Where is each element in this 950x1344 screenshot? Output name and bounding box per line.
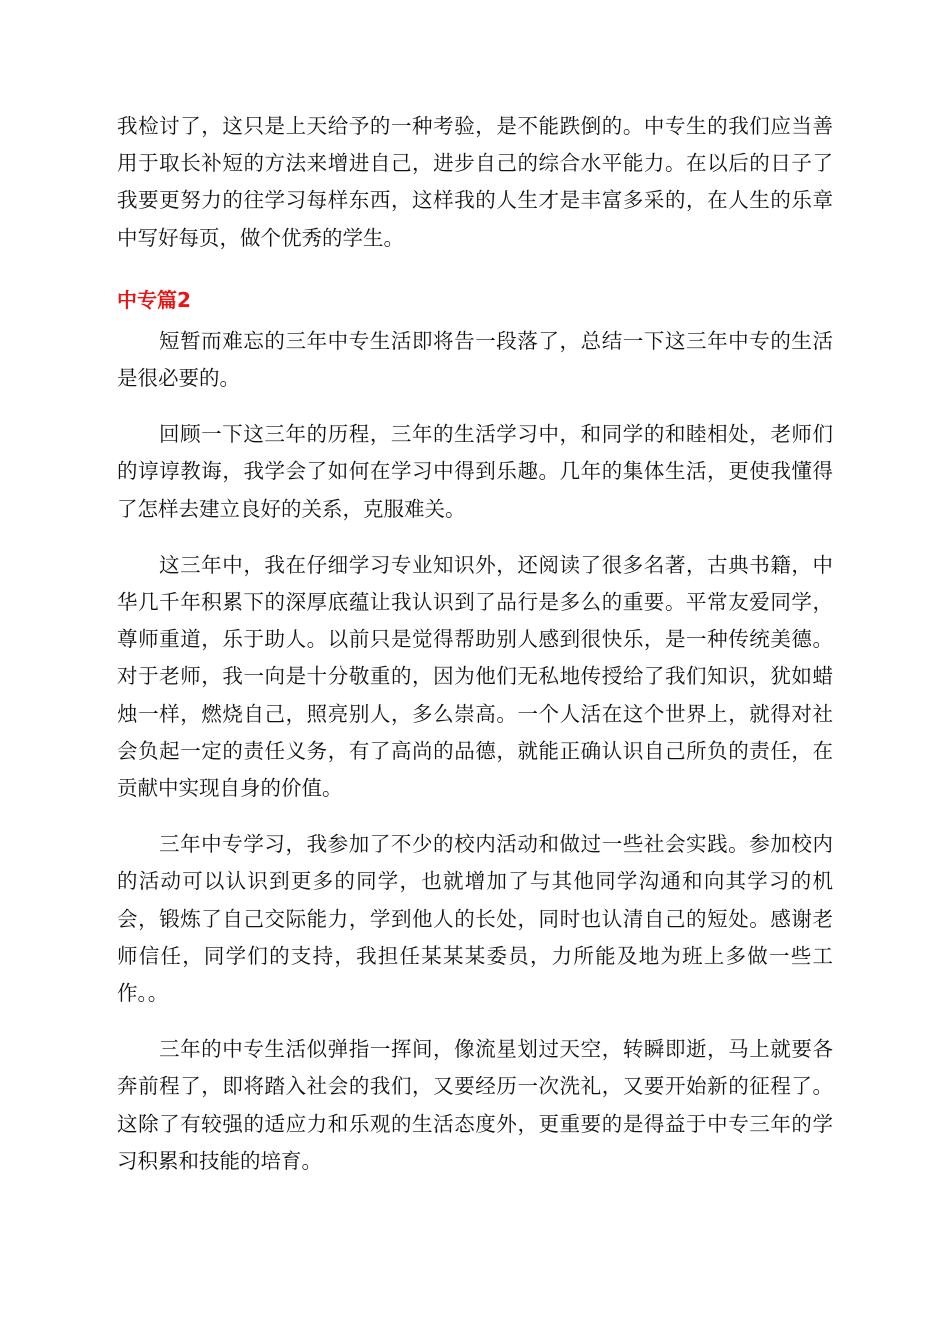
paragraph-2: 回顾一下这三年的历程，三年的生活学习中，和同学的和睦相处，老师们的谆谆教诲，我学会了如何在学习中得到乐趣。几年的集体生活，更使我懂得了怎样去建立良好的关系，克服难关。	[117, 422, 833, 521]
paragraph-3: 这三年中，我在仔细学习专业知识外，还阅读了很多名著，古典书籍，中华几千年积累下的深厚底蕴让我认识到了品行是多么的重要。平常友爱同学，尊师重道，乐于助人。以前只是觉得帮助别人感到很快乐，是一种传统美德。对于老师，我一向是十分敬重的，因为他们无私地传授给了我们知识，犹如蜡烛一样，燃烧自己，照亮别人，多么崇高。一个人活在这个世界上，就得对社会负起一定的责任义务，有了高尚的品德，就能正确认识自己所负的责任，在贡献中实现自身的价值。	[117, 552, 833, 801]
document-page	[117, 108, 833, 1180]
paragraph-1: 短暂而难忘的三年中专生活即将告一段落了，总结一下这三年中专的生活是很必要的。	[117, 328, 833, 391]
paragraph-5: 三年的中专生活似弹指一挥间，像流星划过天空，转瞬即逝，马上就要各奔前程了，即将踏入社会的我们，又要经历一次洗礼，又要开始新的征程了。这除了有较强的适应力和乐观的生活态度外，更重要的是得益于中专三年的学习积累和技能的培育。	[117, 1037, 833, 1173]
intro-paragraph: 我检讨了，这只是上天给予的一种考验，是不能跌倒的。中专生的我们应当善用于取长补短的方法来增进自己，进步自己的综合水平能力。在以后的日子了我要更努力的往学习每样东西，这样我的人生才是丰富多采的，在人生的乐章中写好每页，做个优秀的学生。	[117, 114, 833, 250]
section-heading: 中专篇2	[117, 287, 191, 312]
paragraph-4: 三年中专学习，我参加了不少的校内活动和做过一些社会实践。参加校内的活动可以认识到更多的同学，也就增加了与其他同学沟通和向其学习的机会，锻炼了自己交际能力，学到他人的长处，同时也认清自己的短处。感谢老师信任，同学们的支持，我担任某某某委员，力所能及地为班上多做一些工作。。	[117, 832, 833, 1006]
